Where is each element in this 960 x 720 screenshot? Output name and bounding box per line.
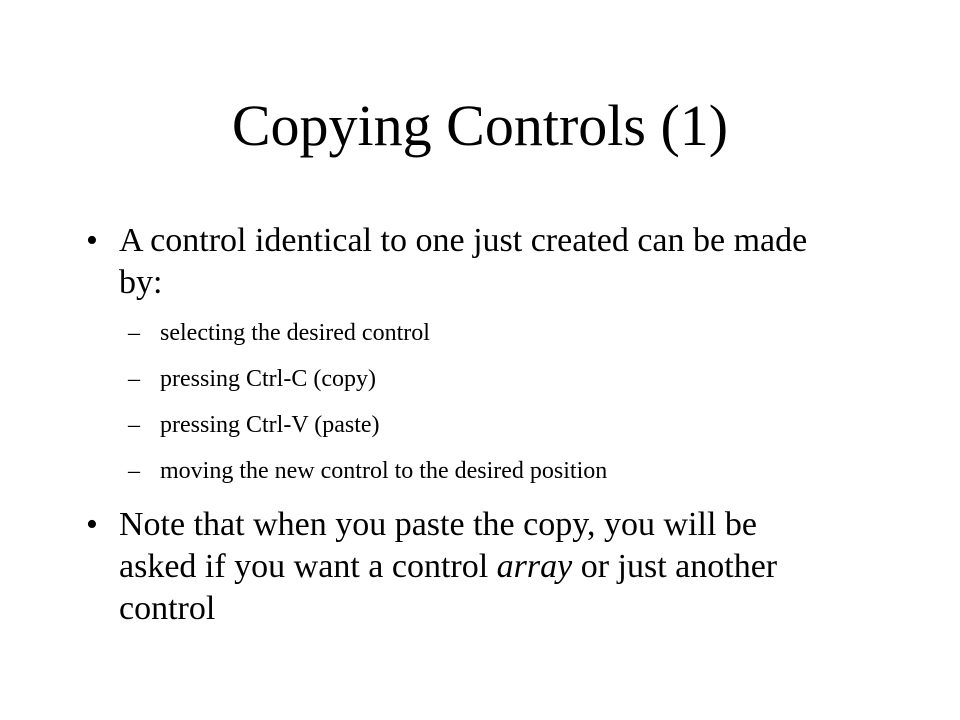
dash-icon: – [128,320,140,346]
bullet-icon: • [86,222,98,259]
dash-icon: – [128,412,140,438]
bullet-icon: • [86,506,98,543]
sub-item-text: pressing Ctrl-V (paste) [160,412,380,438]
bullet-text-line: by: [119,264,163,301]
text-segment: or just another [572,548,778,585]
bullet-text-line: A control identical to one just created can be made [119,222,808,259]
bullet-text [119,220,869,304]
text-segment: asked if you want a control [119,548,497,585]
dash-icon: – [128,458,140,484]
dash-icon: – [128,366,140,392]
bullet-text-line [119,546,869,588]
slide-title: Copying Controls (1) [231,93,729,158]
bullet-text-line: control [119,590,216,627]
sub-item-text: selecting the desired control [160,320,430,346]
bullet-text [119,504,869,630]
sub-item-text: moving the new control to the desired position [160,458,608,484]
bullet-text-line: Note that when you paste the copy, you will be [119,506,757,543]
emphasis-text: array [496,548,573,585]
sub-item-text: pressing Ctrl-C (copy) [160,366,376,392]
